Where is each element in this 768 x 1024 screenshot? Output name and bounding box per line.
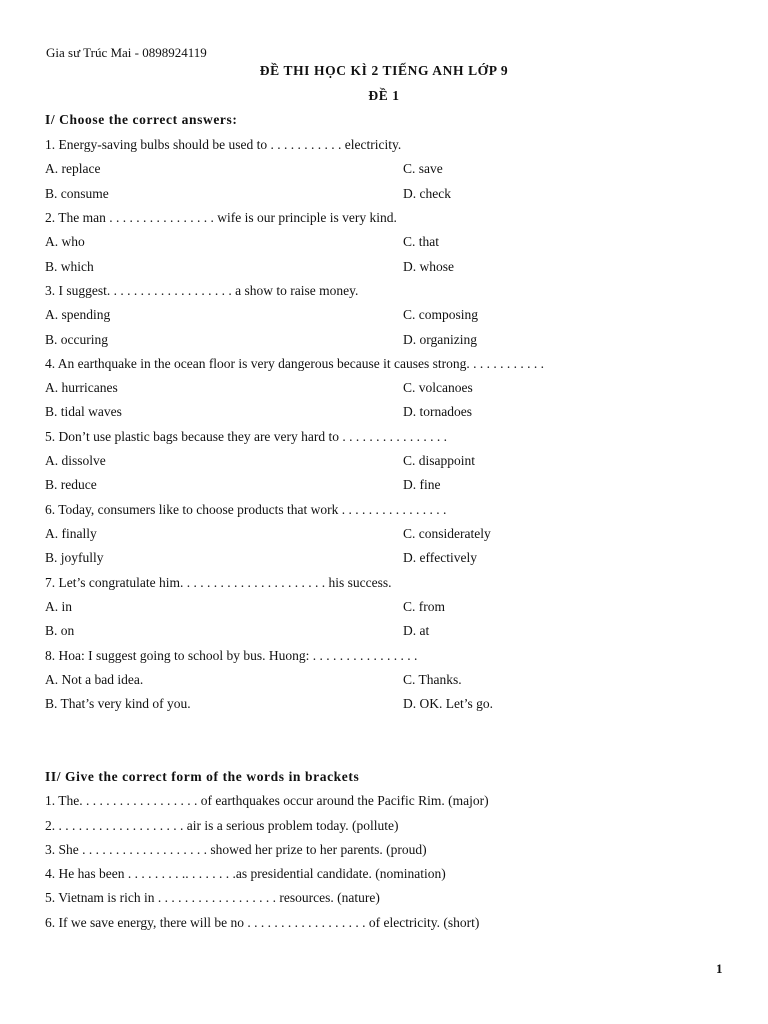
- question-3-option-d: D. organizing: [403, 332, 477, 347]
- question-1-option-c: C. save: [403, 161, 443, 176]
- word-form-item-3: 3. She . . . . . . . . . . . . . . . . . . . showed her prize to her parents. (proud): [45, 842, 427, 857]
- question-6-option-c: C. considerately: [403, 526, 491, 541]
- question-5-option-a: A. dissolve: [45, 453, 106, 468]
- question-2-option-a: A. who: [45, 234, 85, 249]
- question-5-option-c: C. disappoint: [403, 453, 476, 468]
- question-5-option-d: D. fine: [403, 477, 441, 492]
- question-3-stem: 3. I suggest. . . . . . . . . . . . . . . . . . . a show to raise money.: [45, 283, 359, 298]
- question-6-option-d: D. effectively: [403, 550, 477, 565]
- question-2-option-b: B. which: [45, 259, 94, 274]
- question-1-stem: 1. Energy-saving bulbs should be used to . . . . . . . . . . . electricity.: [45, 137, 402, 152]
- exam-title: ĐỀ THI HỌC KÌ 2 TIẾNG ANH LỚP 9: [259, 63, 509, 78]
- question-4-option-c: C. volcanoes: [403, 380, 473, 395]
- question-8-option-c: C. Thanks.: [403, 672, 462, 687]
- question-4-option-b: B. tidal waves: [45, 404, 122, 419]
- word-form-item-1: 1. The. . . . . . . . . . . . . . . . . . of earthquakes occur around the Pacific Rim. (major): [45, 793, 489, 808]
- question-8-option-b: B. That’s very kind of you.: [45, 696, 191, 711]
- question-6-stem: 6. Today, consumers like to choose products that work . . . . . . . . . . . . . . . .: [45, 502, 447, 517]
- question-1-option-b: B. consume: [45, 186, 109, 201]
- section-1-heading: I/ Choose the correct answers:: [45, 112, 238, 127]
- question-8-stem: 8. Hoa: I suggest going to school by bus. Huong: . . . . . . . . . . . . . . . .: [45, 648, 418, 663]
- question-3-option-a: A. spending: [45, 307, 111, 322]
- question-4-stem: 4. An earthquake in the ocean floor is very dangerous because it causes strong. . . . . . . . . . . .: [45, 356, 544, 371]
- question-3-option-b: B. occuring: [45, 332, 108, 347]
- question-5-option-b: B. reduce: [45, 477, 97, 492]
- question-2-option-d: D. whose: [403, 259, 454, 274]
- question-5-stem: 5. Don’t use plastic bags because they are very hard to . . . . . . . . . . . . . . . .: [45, 429, 448, 444]
- word-form-item-2: 2. . . . . . . . . . . . . . . . . . . . air is a serious problem today. (pollute): [45, 818, 399, 833]
- question-6-option-b: B. joyfully: [45, 550, 104, 565]
- question-2-stem: 2. The man . . . . . . . . . . . . . . . . wife is our principle is very kind.: [45, 210, 397, 225]
- section-2-heading: II/ Give the correct form of the words in brackets: [45, 769, 360, 784]
- question-7-option-a: A. in: [45, 599, 72, 614]
- word-form-item-4: 4. He has been . . . . . . . . .. . . . . . . .as presidential candidate. (nomination): [45, 866, 446, 881]
- question-3-option-c: C. composing: [403, 307, 479, 322]
- page-number: 1: [716, 961, 723, 976]
- question-7-option-c: C. from: [403, 599, 445, 614]
- word-form-item-6: 6. If we save energy, there will be no . . . . . . . . . . . . . . . . . . of electricity. (short): [45, 915, 480, 930]
- question-7-option-d: D. at: [403, 623, 430, 638]
- question-4-option-d: D. tornadoes: [403, 404, 472, 419]
- question-2-option-c: C. that: [403, 234, 439, 249]
- question-1-option-d: D. check: [403, 186, 451, 201]
- word-form-item-5: 5. Vietnam is rich in . . . . . . . . . . . . . . . . . . resources. (nature): [45, 890, 380, 905]
- exam-subtitle: ĐỀ 1: [368, 88, 400, 103]
- question-7-stem: 7. Let’s congratulate him. . . . . . . . . . . . . . . . . . . . . . his success.: [45, 575, 392, 590]
- question-8-option-d: D. OK. Let’s go.: [403, 696, 493, 711]
- tutor-header-note: Gia sư Trúc Mai - 0898924119: [46, 45, 207, 60]
- question-7-option-b: B. on: [45, 623, 75, 638]
- question-1-option-a: A. replace: [45, 161, 101, 176]
- question-6-option-a: A. finally: [45, 526, 97, 541]
- question-4-option-a: A. hurricanes: [45, 380, 118, 395]
- question-8-option-a: A. Not a bad idea.: [45, 672, 144, 687]
